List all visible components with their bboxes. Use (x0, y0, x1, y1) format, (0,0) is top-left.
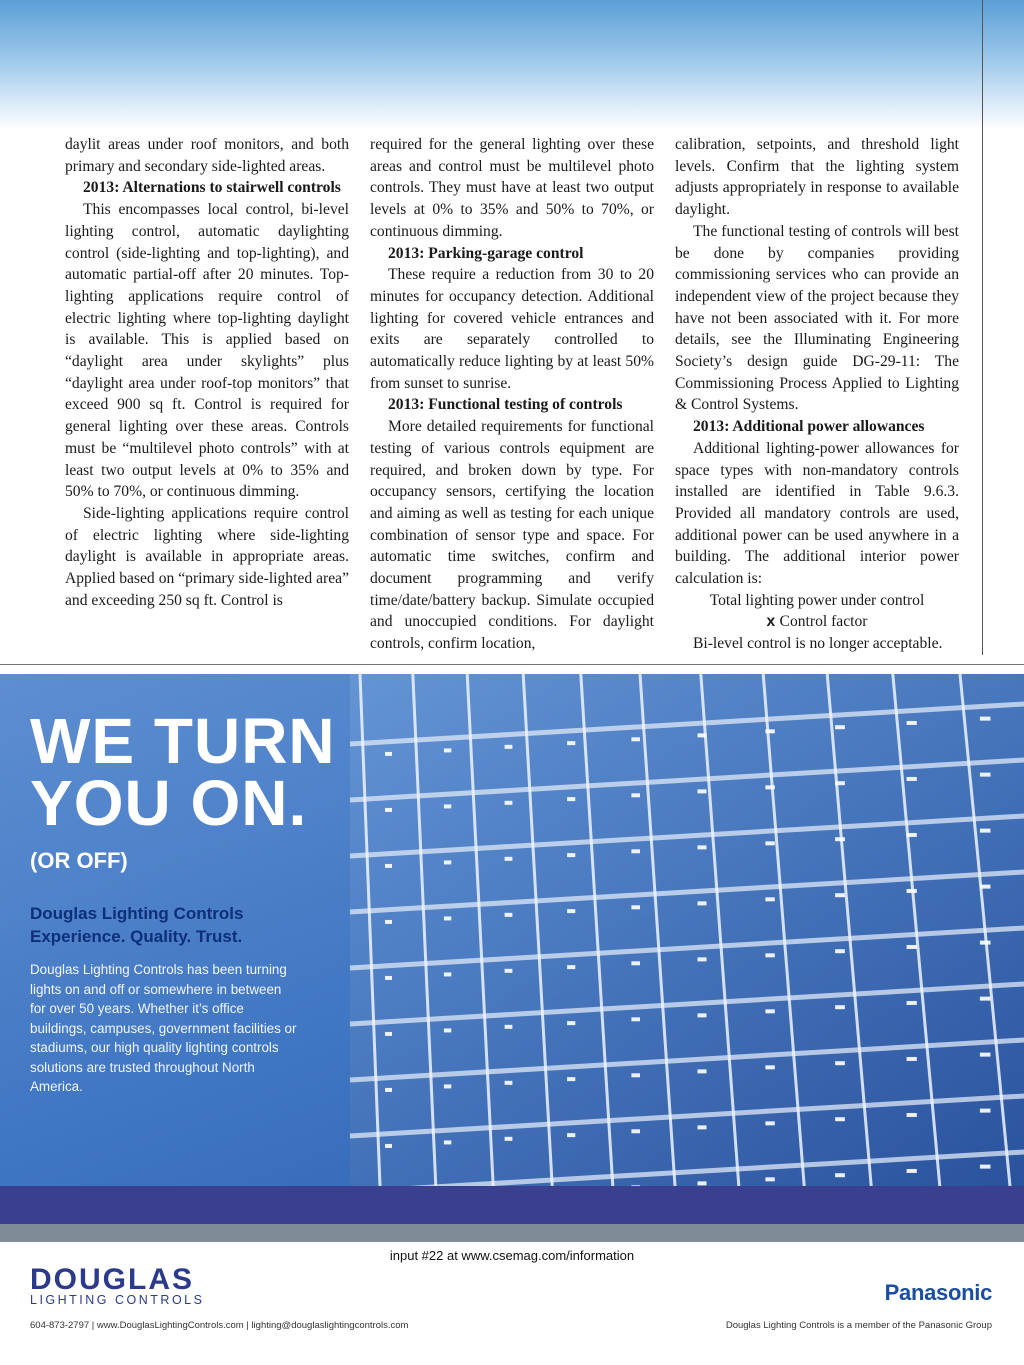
ad-headline (30, 705, 336, 839)
section-heading: 2013: Additional power allowances (693, 418, 925, 436)
ad-brand-name: Douglas Lighting Controls (30, 904, 244, 923)
navy-band (0, 1186, 1024, 1224)
ad-tagline: Experience. Quality. Trust. (30, 927, 243, 946)
paragraph: This encompasses local control, bi-level lighting control, automatic daylighting control (side-lighting and top-lighting), and automatic partial-off after 20 minutes. Top-lighting applications require control of electric lighting where top-lighting daylight is available. This is applied based on “daylight area under skylights” plus “daylight area under roof-top monitors” that exceed 900 sq ft. Control is required for general lighting over these areas. Controls must be “multilevel photo controls” with at least two output levels at 0% to 35% and 50% to 70%, or continuous dimming. (65, 201, 349, 501)
paragraph: Additional lighting-power allowances for space types with non-mandatory controls installed are identified in Table 9.6.3. Provided all mandatory controls are used, additional power can be used anywhere in a building. The additional interior power calculation is: (675, 439, 959, 588)
panasonic-logo: Panasonic (884, 1280, 992, 1305)
douglas-advertisement (0, 674, 1024, 1186)
paragraph-continued: calibration, setpoints, and threshold light levels. Confirm that the lighting system adjusts appropriately in response to available daylight. (675, 136, 959, 219)
ad-headline-line-2: YOU ON. (30, 767, 308, 839)
membership-note: Douglas Lighting Controls is a member of the Panasonic Group (725, 1320, 992, 1331)
douglas-logo (30, 1265, 204, 1307)
article-body (0, 134, 1024, 664)
paragraph: Bi-level control is no longer acceptable. (693, 635, 943, 653)
multiply-symbol: x (766, 613, 780, 631)
paragraph: These require a reduction from 30 to 20 minutes for occupancy detection. Additional lighting for covered vehicle entrances and exits are separately controlled to automatically reduce lighting by at least 50% from sunset to sunrise. (370, 266, 654, 392)
section-divider (0, 664, 1024, 665)
section-heading: 2013: Parking-garage control (388, 244, 584, 262)
article-column-1 (65, 134, 349, 611)
douglas-logo-subtitle: LIGHTING CONTROLS (30, 1293, 205, 1307)
reader-input-line: input #22 at www.csemag.com/information (389, 1248, 635, 1263)
formula-line: Total lighting power under control (709, 591, 925, 609)
ad-brand-tagline (30, 902, 243, 948)
paragraph-continued: daylit areas under roof monitors, and both primary and secondary side-lighted areas. (65, 136, 349, 175)
section-heading: 2013: Alternations to stairwell controls (83, 179, 341, 197)
formula-line: x Control factor (766, 613, 868, 631)
ad-blurb: Douglas Lighting Controls has been turning lights on and off or somewhere in between for over 50 years. Whether it’s office buildings, campuses, government facilities or stadiums, our high quality lighting controls solutions are trusted throughout North America. (30, 962, 297, 1094)
grey-band (0, 1224, 1024, 1242)
paragraph: More detailed requirements for functional testing of various controls equipment are required, and broken down by type. For occupancy sensors, certifying the location and aiming as well as testing for each unique combination of sensor type and space. For automatic time switches, confirm and document programming and verify time/date/battery backup. Simulate occupied and unoccupied conditions. For daylight controls, confirm location, (370, 418, 654, 653)
section-heading: 2013: Functional testing of controls (388, 396, 623, 414)
paragraph-continued: required for the general lighting over these areas and control must be multilevel photo controls. They must have at least two output levels at 0% to 35% and 50% to 70%, or continuous dimming. (370, 136, 654, 240)
douglas-logo-wordmark: DOUGLAS (30, 1263, 194, 1296)
paragraph: Side-lighting applications require control of electric lighting where side-lighting daylight is available in appropriate areas. Applied based on “primary side-lighted area” and exceeding 250 sq ft. Control is (65, 504, 349, 609)
contact-info: 604-873-2797 | www.DouglasLightingControls.com | lighting@douglaslightingcontrols.com (30, 1320, 409, 1331)
article-column-3 (675, 134, 959, 655)
top-gradient-band (0, 0, 1024, 130)
ad-headline-line-1: WE TURN (30, 705, 336, 777)
ad-subhead: (OR OFF) (30, 848, 128, 873)
paragraph: The functional testing of controls will best be done by companies providing commissioning services who can provide an independent view of the project because they have not been associated with it. For more details, see the Illuminating Engineering Society’s design guide DG-29-11: The Commissioning Process Applied to Lighting & Control Systems. (675, 222, 959, 414)
article-column-2 (370, 134, 654, 655)
